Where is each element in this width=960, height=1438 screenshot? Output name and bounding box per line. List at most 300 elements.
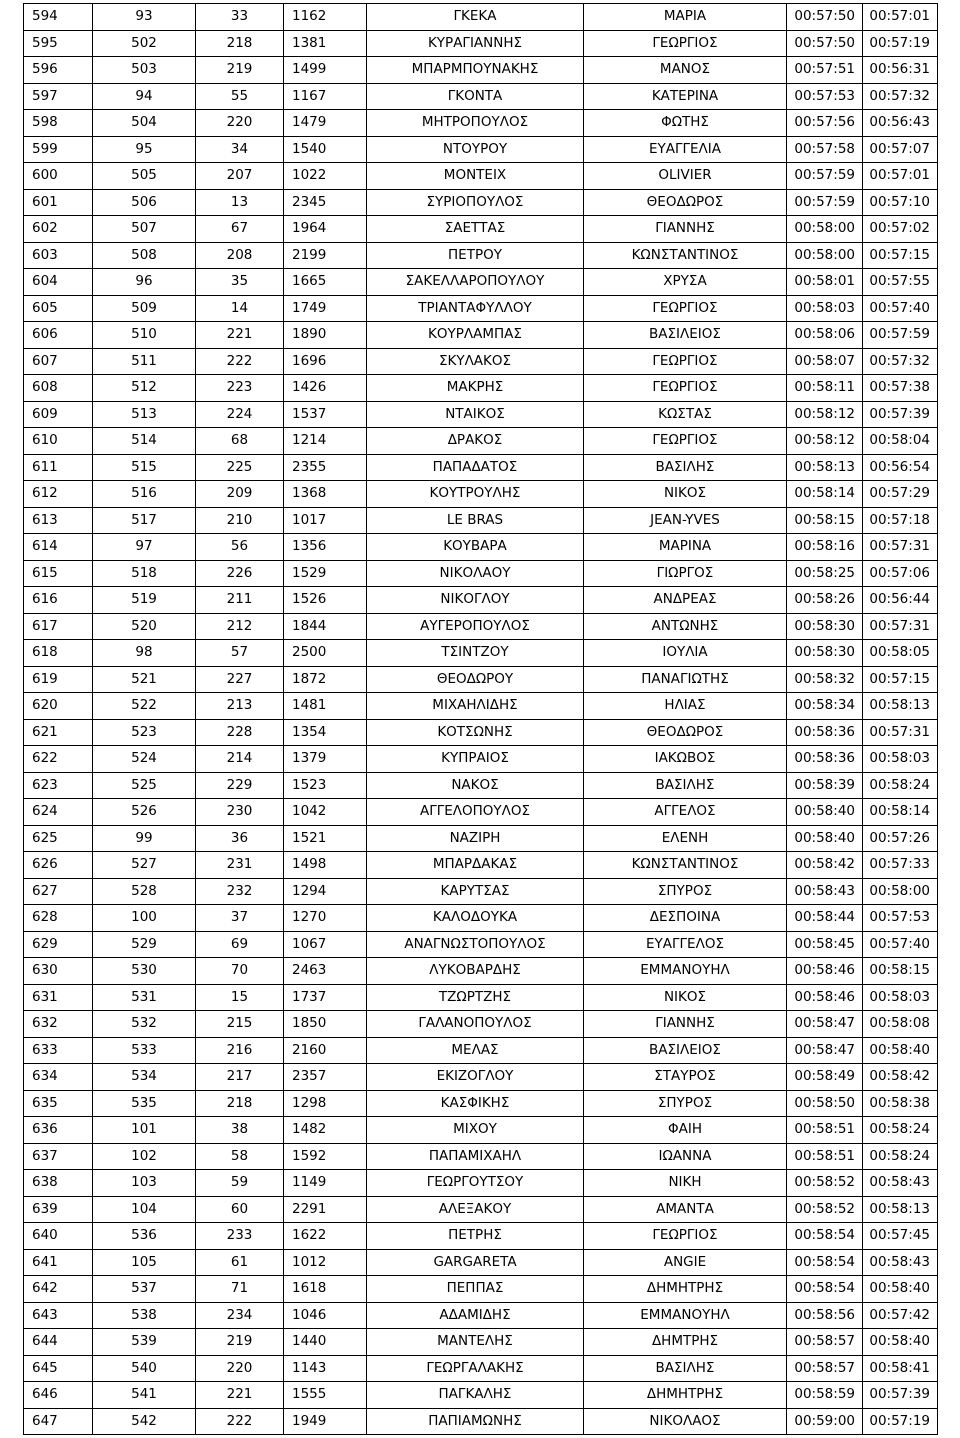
gender-rank-cell: 531 bbox=[93, 984, 196, 1011]
overall-rank-cell: 640 bbox=[24, 1223, 93, 1250]
overall-rank-cell: 647 bbox=[24, 1408, 93, 1435]
category-rank-cell: 218 bbox=[196, 1090, 284, 1117]
net-time-cell: 00:58:40 bbox=[863, 1329, 938, 1356]
gender-rank-cell: 534 bbox=[93, 1064, 196, 1091]
bib-number-cell: 1067 bbox=[284, 931, 367, 958]
bib-number-cell: 1949 bbox=[284, 1408, 367, 1435]
bib-number-cell: 2345 bbox=[284, 189, 367, 216]
gender-rank-cell: 517 bbox=[93, 507, 196, 534]
bib-number-cell: 1479 bbox=[284, 110, 367, 137]
category-rank-cell: 67 bbox=[196, 216, 284, 243]
surname-cell: ΝΙΚΟΓΛΟΥ bbox=[367, 587, 584, 614]
gun-time-cell: 00:58:01 bbox=[787, 269, 863, 296]
gun-time-cell: 00:58:00 bbox=[787, 216, 863, 243]
bib-number-cell: 1526 bbox=[284, 587, 367, 614]
gun-time-cell: 00:58:42 bbox=[787, 852, 863, 879]
first-name-cell: ΠΑΝΑΓΙΩΤΗΣ bbox=[584, 666, 787, 693]
first-name-cell: ΕΥΑΓΓΕΛΟΣ bbox=[584, 931, 787, 958]
category-rank-cell: 70 bbox=[196, 958, 284, 985]
surname-cell: ΠΑΠΑΔΑΤΟΣ bbox=[367, 454, 584, 481]
net-time-cell: 00:58:03 bbox=[863, 984, 938, 1011]
first-name-cell: ΒΑΣΙΛΗΣ bbox=[584, 772, 787, 799]
first-name-cell: ΒΑΣΙΛΕΙΟΣ bbox=[584, 1037, 787, 1064]
first-name-cell: ΓΕΩΡΓΙΟΣ bbox=[584, 1223, 787, 1250]
bib-number-cell: 1622 bbox=[284, 1223, 367, 1250]
gender-rank-cell: 510 bbox=[93, 322, 196, 349]
gender-rank-cell: 516 bbox=[93, 481, 196, 508]
surname-cell: ΑΛΕΞΑΚΟΥ bbox=[367, 1196, 584, 1223]
bib-number-cell: 2357 bbox=[284, 1064, 367, 1091]
bib-number-cell: 1012 bbox=[284, 1249, 367, 1276]
category-rank-cell: 224 bbox=[196, 401, 284, 428]
category-rank-cell: 208 bbox=[196, 242, 284, 269]
gun-time-cell: 00:58:57 bbox=[787, 1355, 863, 1382]
category-rank-cell: 13 bbox=[196, 189, 284, 216]
gun-time-cell: 00:58:07 bbox=[787, 348, 863, 375]
overall-rank-cell: 619 bbox=[24, 666, 93, 693]
bib-number-cell: 1143 bbox=[284, 1355, 367, 1382]
first-name-cell: ΚΩΝΣΤΑΝΤΙΝΟΣ bbox=[584, 852, 787, 879]
bib-number-cell: 1356 bbox=[284, 534, 367, 561]
table-row bbox=[24, 1117, 938, 1144]
first-name-cell: ΕΜΜΑΝΟΥΗΛ bbox=[584, 958, 787, 985]
net-time-cell: 00:57:01 bbox=[863, 163, 938, 190]
bib-number-cell: 1521 bbox=[284, 825, 367, 852]
net-time-cell: 00:57:59 bbox=[863, 322, 938, 349]
gender-rank-cell: 525 bbox=[93, 772, 196, 799]
net-time-cell: 00:57:31 bbox=[863, 534, 938, 561]
bib-number-cell: 1665 bbox=[284, 269, 367, 296]
first-name-cell: ΔΕΣΠΟΙΝΑ bbox=[584, 905, 787, 932]
surname-cell: ΜΗΤΡΟΠΟΥΛΟΣ bbox=[367, 110, 584, 137]
gun-time-cell: 00:58:45 bbox=[787, 931, 863, 958]
first-name-cell: ΔΗΜΗΤΡΗΣ bbox=[584, 1382, 787, 1409]
first-name-cell: ΣΠΥΡΟΣ bbox=[584, 1090, 787, 1117]
category-rank-cell: 14 bbox=[196, 295, 284, 322]
table-row bbox=[24, 1196, 938, 1223]
category-rank-cell: 225 bbox=[196, 454, 284, 481]
bib-number-cell: 1042 bbox=[284, 799, 367, 826]
net-time-cell: 00:58:43 bbox=[863, 1170, 938, 1197]
overall-rank-cell: 597 bbox=[24, 83, 93, 110]
overall-rank-cell: 622 bbox=[24, 746, 93, 773]
overall-rank-cell: 624 bbox=[24, 799, 93, 826]
net-time-cell: 00:57:40 bbox=[863, 931, 938, 958]
overall-rank-cell: 605 bbox=[24, 295, 93, 322]
bib-number-cell: 1440 bbox=[284, 1329, 367, 1356]
net-time-cell: 00:57:53 bbox=[863, 905, 938, 932]
table-row bbox=[24, 666, 938, 693]
category-rank-cell: 228 bbox=[196, 719, 284, 746]
gun-time-cell: 00:58:25 bbox=[787, 560, 863, 587]
overall-rank-cell: 630 bbox=[24, 958, 93, 985]
net-time-cell: 00:57:02 bbox=[863, 216, 938, 243]
overall-rank-cell: 631 bbox=[24, 984, 93, 1011]
surname-cell: ΠΕΤΡΗΣ bbox=[367, 1223, 584, 1250]
first-name-cell: ΙΟΥΛΙΑ bbox=[584, 640, 787, 667]
table-row bbox=[24, 110, 938, 137]
category-rank-cell: 38 bbox=[196, 1117, 284, 1144]
bib-number-cell: 1890 bbox=[284, 322, 367, 349]
overall-rank-cell: 644 bbox=[24, 1329, 93, 1356]
bib-number-cell: 1618 bbox=[284, 1276, 367, 1303]
surname-cell: ΤΣΙΝΤΖΟΥ bbox=[367, 640, 584, 667]
category-rank-cell: 231 bbox=[196, 852, 284, 879]
category-rank-cell: 59 bbox=[196, 1170, 284, 1197]
table-row bbox=[24, 295, 938, 322]
bib-number-cell: 1844 bbox=[284, 613, 367, 640]
table-row bbox=[24, 958, 938, 985]
gun-time-cell: 00:58:12 bbox=[787, 428, 863, 455]
table-row bbox=[24, 507, 938, 534]
net-time-cell: 00:58:40 bbox=[863, 1276, 938, 1303]
bib-number-cell: 1964 bbox=[284, 216, 367, 243]
gun-time-cell: 00:57:50 bbox=[787, 30, 863, 57]
overall-rank-cell: 611 bbox=[24, 454, 93, 481]
table-row bbox=[24, 1329, 938, 1356]
net-time-cell: 00:56:31 bbox=[863, 57, 938, 84]
gun-time-cell: 00:58:13 bbox=[787, 454, 863, 481]
net-time-cell: 00:58:38 bbox=[863, 1090, 938, 1117]
table-row bbox=[24, 1064, 938, 1091]
surname-cell: ΚΥΡΑΓΙΑΝΝΗΣ bbox=[367, 30, 584, 57]
surname-cell: ΜΙΧΟΥ bbox=[367, 1117, 584, 1144]
gun-time-cell: 00:58:54 bbox=[787, 1276, 863, 1303]
table-row bbox=[24, 613, 938, 640]
category-rank-cell: 71 bbox=[196, 1276, 284, 1303]
gun-time-cell: 00:58:00 bbox=[787, 242, 863, 269]
surname-cell: ΚΑΡΥΤΣΑΣ bbox=[367, 878, 584, 905]
category-rank-cell: 218 bbox=[196, 30, 284, 57]
net-time-cell: 00:58:24 bbox=[863, 772, 938, 799]
surname-cell: ΘΕΟΔΩΡΟΥ bbox=[367, 666, 584, 693]
table-row bbox=[24, 746, 938, 773]
surname-cell: ΠΕΠΠΑΣ bbox=[367, 1276, 584, 1303]
first-name-cell: ΑΝΔΡΕΑΣ bbox=[584, 587, 787, 614]
table-row bbox=[24, 1143, 938, 1170]
first-name-cell: ΓΕΩΡΓΙΟΣ bbox=[584, 428, 787, 455]
bib-number-cell: 1482 bbox=[284, 1117, 367, 1144]
gun-time-cell: 00:58:51 bbox=[787, 1117, 863, 1144]
gender-rank-cell: 536 bbox=[93, 1223, 196, 1250]
surname-cell: ΜΑΚΡΗΣ bbox=[367, 375, 584, 402]
first-name-cell: ΑΝΤΩΝΗΣ bbox=[584, 613, 787, 640]
surname-cell: ΝΑΚΟΣ bbox=[367, 772, 584, 799]
surname-cell: ΠΑΠΙΑΜΩΝΗΣ bbox=[367, 1408, 584, 1435]
category-rank-cell: 221 bbox=[196, 322, 284, 349]
first-name-cell: ΔΗΜΤΡΗΣ bbox=[584, 1329, 787, 1356]
category-rank-cell: 233 bbox=[196, 1223, 284, 1250]
surname-cell: ΣΑΚΕΛΛΑΡΟΠΟΥΛΟΥ bbox=[367, 269, 584, 296]
bib-number-cell: 1696 bbox=[284, 348, 367, 375]
first-name-cell: ΕΛΕΝΗ bbox=[584, 825, 787, 852]
surname-cell: ΓΚΟΝΤΑ bbox=[367, 83, 584, 110]
net-time-cell: 00:57:29 bbox=[863, 481, 938, 508]
gender-rank-cell: 527 bbox=[93, 852, 196, 879]
category-rank-cell: 216 bbox=[196, 1037, 284, 1064]
table-row bbox=[24, 719, 938, 746]
first-name-cell: ΚΩΝΣΤΑΝΤΙΝΟΣ bbox=[584, 242, 787, 269]
first-name-cell: OLIVIER bbox=[584, 163, 787, 190]
table-row bbox=[24, 57, 938, 84]
category-rank-cell: 209 bbox=[196, 481, 284, 508]
first-name-cell: ΒΑΣΙΛΗΣ bbox=[584, 454, 787, 481]
surname-cell: ΜΟΝΤΕΙΧ bbox=[367, 163, 584, 190]
category-rank-cell: 214 bbox=[196, 746, 284, 773]
surname-cell: ΚΟΤΣΩΝΗΣ bbox=[367, 719, 584, 746]
category-rank-cell: 226 bbox=[196, 560, 284, 587]
net-time-cell: 00:57:06 bbox=[863, 560, 938, 587]
table-row bbox=[24, 163, 938, 190]
gender-rank-cell: 105 bbox=[93, 1249, 196, 1276]
bib-number-cell: 1737 bbox=[284, 984, 367, 1011]
category-rank-cell: 232 bbox=[196, 878, 284, 905]
gun-time-cell: 00:58:32 bbox=[787, 666, 863, 693]
bib-number-cell: 1214 bbox=[284, 428, 367, 455]
gun-time-cell: 00:57:53 bbox=[787, 83, 863, 110]
category-rank-cell: 219 bbox=[196, 1329, 284, 1356]
gender-rank-cell: 99 bbox=[93, 825, 196, 852]
gender-rank-cell: 506 bbox=[93, 189, 196, 216]
gun-time-cell: 00:58:54 bbox=[787, 1249, 863, 1276]
table-row bbox=[24, 560, 938, 587]
bib-number-cell: 1149 bbox=[284, 1170, 367, 1197]
overall-rank-cell: 626 bbox=[24, 852, 93, 879]
first-name-cell: ΓΕΩΡΓΙΟΣ bbox=[584, 30, 787, 57]
category-rank-cell: 58 bbox=[196, 1143, 284, 1170]
table-row bbox=[24, 640, 938, 667]
bib-number-cell: 1379 bbox=[284, 746, 367, 773]
overall-rank-cell: 641 bbox=[24, 1249, 93, 1276]
net-time-cell: 00:57:18 bbox=[863, 507, 938, 534]
net-time-cell: 00:57:19 bbox=[863, 1408, 938, 1435]
surname-cell: ΑΔΑΜΙΔΗΣ bbox=[367, 1302, 584, 1329]
table-row bbox=[24, 1276, 938, 1303]
table-row bbox=[24, 1037, 938, 1064]
gender-rank-cell: 530 bbox=[93, 958, 196, 985]
first-name-cell: ΝΙΚΗ bbox=[584, 1170, 787, 1197]
gender-rank-cell: 101 bbox=[93, 1117, 196, 1144]
gun-time-cell: 00:58:52 bbox=[787, 1170, 863, 1197]
overall-rank-cell: 607 bbox=[24, 348, 93, 375]
gender-rank-cell: 519 bbox=[93, 587, 196, 614]
surname-cell: ΚΑΛΟΔΟΥΚΑ bbox=[367, 905, 584, 932]
surname-cell: ΕΚΙΖΟΓΛΟΥ bbox=[367, 1064, 584, 1091]
table-row bbox=[24, 1090, 938, 1117]
gender-rank-cell: 518 bbox=[93, 560, 196, 587]
overall-rank-cell: 625 bbox=[24, 825, 93, 852]
bib-number-cell: 1529 bbox=[284, 560, 367, 587]
net-time-cell: 00:58:15 bbox=[863, 958, 938, 985]
gender-rank-cell: 538 bbox=[93, 1302, 196, 1329]
first-name-cell: ΓΕΩΡΓΙΟΣ bbox=[584, 295, 787, 322]
overall-rank-cell: 618 bbox=[24, 640, 93, 667]
category-rank-cell: 68 bbox=[196, 428, 284, 455]
table-row bbox=[24, 4, 938, 31]
table-row bbox=[24, 216, 938, 243]
gender-rank-cell: 507 bbox=[93, 216, 196, 243]
table-row bbox=[24, 825, 938, 852]
gender-rank-cell: 520 bbox=[93, 613, 196, 640]
gun-time-cell: 00:58:52 bbox=[787, 1196, 863, 1223]
category-rank-cell: 36 bbox=[196, 825, 284, 852]
table-row bbox=[24, 269, 938, 296]
gender-rank-cell: 94 bbox=[93, 83, 196, 110]
gun-time-cell: 00:58:11 bbox=[787, 375, 863, 402]
gender-rank-cell: 528 bbox=[93, 878, 196, 905]
bib-number-cell: 2160 bbox=[284, 1037, 367, 1064]
gun-time-cell: 00:58:36 bbox=[787, 746, 863, 773]
bib-number-cell: 1046 bbox=[284, 1302, 367, 1329]
bib-number-cell: 2291 bbox=[284, 1196, 367, 1223]
first-name-cell: ΕΥΑΓΓΕΛΙΑ bbox=[584, 136, 787, 163]
table-row bbox=[24, 1408, 938, 1435]
bib-number-cell: 1592 bbox=[284, 1143, 367, 1170]
bib-number-cell: 1872 bbox=[284, 666, 367, 693]
gun-time-cell: 00:58:15 bbox=[787, 507, 863, 534]
net-time-cell: 00:57:07 bbox=[863, 136, 938, 163]
category-rank-cell: 35 bbox=[196, 269, 284, 296]
gender-rank-cell: 533 bbox=[93, 1037, 196, 1064]
bib-number-cell: 2199 bbox=[284, 242, 367, 269]
overall-rank-cell: 614 bbox=[24, 534, 93, 561]
gun-time-cell: 00:57:59 bbox=[787, 189, 863, 216]
gender-rank-cell: 539 bbox=[93, 1329, 196, 1356]
table-row bbox=[24, 136, 938, 163]
first-name-cell: ΓΙΩΡΓΟΣ bbox=[584, 560, 787, 587]
gender-rank-cell: 103 bbox=[93, 1170, 196, 1197]
surname-cell: ΜΙΧΑΗΛΙΔΗΣ bbox=[367, 693, 584, 720]
overall-rank-cell: 628 bbox=[24, 905, 93, 932]
surname-cell: ΣΑΕΤΤΑΣ bbox=[367, 216, 584, 243]
first-name-cell: ANGIE bbox=[584, 1249, 787, 1276]
net-time-cell: 00:57:19 bbox=[863, 30, 938, 57]
table-row bbox=[24, 481, 938, 508]
bib-number-cell: 1850 bbox=[284, 1011, 367, 1038]
table-row bbox=[24, 534, 938, 561]
overall-rank-cell: 610 bbox=[24, 428, 93, 455]
first-name-cell: ΝΙΚΟΛΑΟΣ bbox=[584, 1408, 787, 1435]
surname-cell: ΝΙΚΟΛΑΟΥ bbox=[367, 560, 584, 587]
overall-rank-cell: 616 bbox=[24, 587, 93, 614]
gun-time-cell: 00:58:46 bbox=[787, 958, 863, 985]
overall-rank-cell: 633 bbox=[24, 1037, 93, 1064]
net-time-cell: 00:57:42 bbox=[863, 1302, 938, 1329]
category-rank-cell: 217 bbox=[196, 1064, 284, 1091]
gun-time-cell: 00:58:47 bbox=[787, 1037, 863, 1064]
surname-cell: ΚΟΥΤΡΟΥΛΗΣ bbox=[367, 481, 584, 508]
table-row bbox=[24, 1382, 938, 1409]
gender-rank-cell: 95 bbox=[93, 136, 196, 163]
gun-time-cell: 00:58:54 bbox=[787, 1223, 863, 1250]
first-name-cell: ΑΓΓΕΛΟΣ bbox=[584, 799, 787, 826]
net-time-cell: 00:57:15 bbox=[863, 242, 938, 269]
first-name-cell: ΓΙΑΝΝΗΣ bbox=[584, 216, 787, 243]
gun-time-cell: 00:58:57 bbox=[787, 1329, 863, 1356]
gun-time-cell: 00:58:16 bbox=[787, 534, 863, 561]
net-time-cell: 00:58:05 bbox=[863, 640, 938, 667]
table-row bbox=[24, 454, 938, 481]
surname-cell: ΚΟΥΒΑΡΑ bbox=[367, 534, 584, 561]
table-row bbox=[24, 1170, 938, 1197]
net-time-cell: 00:57:31 bbox=[863, 613, 938, 640]
overall-rank-cell: 608 bbox=[24, 375, 93, 402]
gun-time-cell: 00:57:59 bbox=[787, 163, 863, 190]
gender-rank-cell: 523 bbox=[93, 719, 196, 746]
first-name-cell: ΜΑΡΙΑ bbox=[584, 4, 787, 31]
category-rank-cell: 219 bbox=[196, 57, 284, 84]
category-rank-cell: 222 bbox=[196, 348, 284, 375]
surname-cell: ΑΓΓΕΛΟΠΟΥΛΟΣ bbox=[367, 799, 584, 826]
overall-rank-cell: 617 bbox=[24, 613, 93, 640]
net-time-cell: 00:58:14 bbox=[863, 799, 938, 826]
bib-number-cell: 1270 bbox=[284, 905, 367, 932]
category-rank-cell: 227 bbox=[196, 666, 284, 693]
overall-rank-cell: 599 bbox=[24, 136, 93, 163]
surname-cell: ΓΕΩΡΓΑΛΑΚΗΣ bbox=[367, 1355, 584, 1382]
surname-cell: ΠΑΠΑΜΙΧΑΗΛ bbox=[367, 1143, 584, 1170]
category-rank-cell: 15 bbox=[196, 984, 284, 1011]
gun-time-cell: 00:58:43 bbox=[787, 878, 863, 905]
surname-cell: GARGARETA bbox=[367, 1249, 584, 1276]
table-row bbox=[24, 984, 938, 1011]
category-rank-cell: 33 bbox=[196, 4, 284, 31]
overall-rank-cell: 632 bbox=[24, 1011, 93, 1038]
net-time-cell: 00:57:39 bbox=[863, 401, 938, 428]
gender-rank-cell: 503 bbox=[93, 57, 196, 84]
net-time-cell: 00:58:40 bbox=[863, 1037, 938, 1064]
net-time-cell: 00:57:33 bbox=[863, 852, 938, 879]
gender-rank-cell: 508 bbox=[93, 242, 196, 269]
overall-rank-cell: 638 bbox=[24, 1170, 93, 1197]
net-time-cell: 00:57:45 bbox=[863, 1223, 938, 1250]
first-name-cell: ΙΑΚΩΒΟΣ bbox=[584, 746, 787, 773]
first-name-cell: ΘΕΟΔΩΡΟΣ bbox=[584, 719, 787, 746]
net-time-cell: 00:58:42 bbox=[863, 1064, 938, 1091]
bib-number-cell: 1537 bbox=[284, 401, 367, 428]
gender-rank-cell: 505 bbox=[93, 163, 196, 190]
overall-rank-cell: 620 bbox=[24, 693, 93, 720]
first-name-cell: ΚΑΤΕΡΙΝΑ bbox=[584, 83, 787, 110]
table-row bbox=[24, 375, 938, 402]
overall-rank-cell: 642 bbox=[24, 1276, 93, 1303]
surname-cell: ΤΖΩΡΤΖΗΣ bbox=[367, 984, 584, 1011]
net-time-cell: 00:57:55 bbox=[863, 269, 938, 296]
table-row bbox=[24, 587, 938, 614]
table-row bbox=[24, 83, 938, 110]
net-time-cell: 00:57:10 bbox=[863, 189, 938, 216]
first-name-cell: ΧΡΥΣΑ bbox=[584, 269, 787, 296]
table-row bbox=[24, 693, 938, 720]
bib-number-cell: 1298 bbox=[284, 1090, 367, 1117]
first-name-cell: ΘΕΟΔΩΡΟΣ bbox=[584, 189, 787, 216]
gender-rank-cell: 537 bbox=[93, 1276, 196, 1303]
bib-number-cell: 1555 bbox=[284, 1382, 367, 1409]
category-rank-cell: 215 bbox=[196, 1011, 284, 1038]
category-rank-cell: 230 bbox=[196, 799, 284, 826]
bib-number-cell: 1381 bbox=[284, 30, 367, 57]
category-rank-cell: 234 bbox=[196, 1302, 284, 1329]
net-time-cell: 00:58:00 bbox=[863, 878, 938, 905]
first-name-cell: ΓΕΩΡΓΙΟΣ bbox=[584, 375, 787, 402]
category-rank-cell: 220 bbox=[196, 1355, 284, 1382]
net-time-cell: 00:58:04 bbox=[863, 428, 938, 455]
first-name-cell: ΜΑΝΟΣ bbox=[584, 57, 787, 84]
surname-cell: ΚΑΣΦΙΚΗΣ bbox=[367, 1090, 584, 1117]
gender-rank-cell: 541 bbox=[93, 1382, 196, 1409]
category-rank-cell: 220 bbox=[196, 110, 284, 137]
overall-rank-cell: 594 bbox=[24, 4, 93, 31]
